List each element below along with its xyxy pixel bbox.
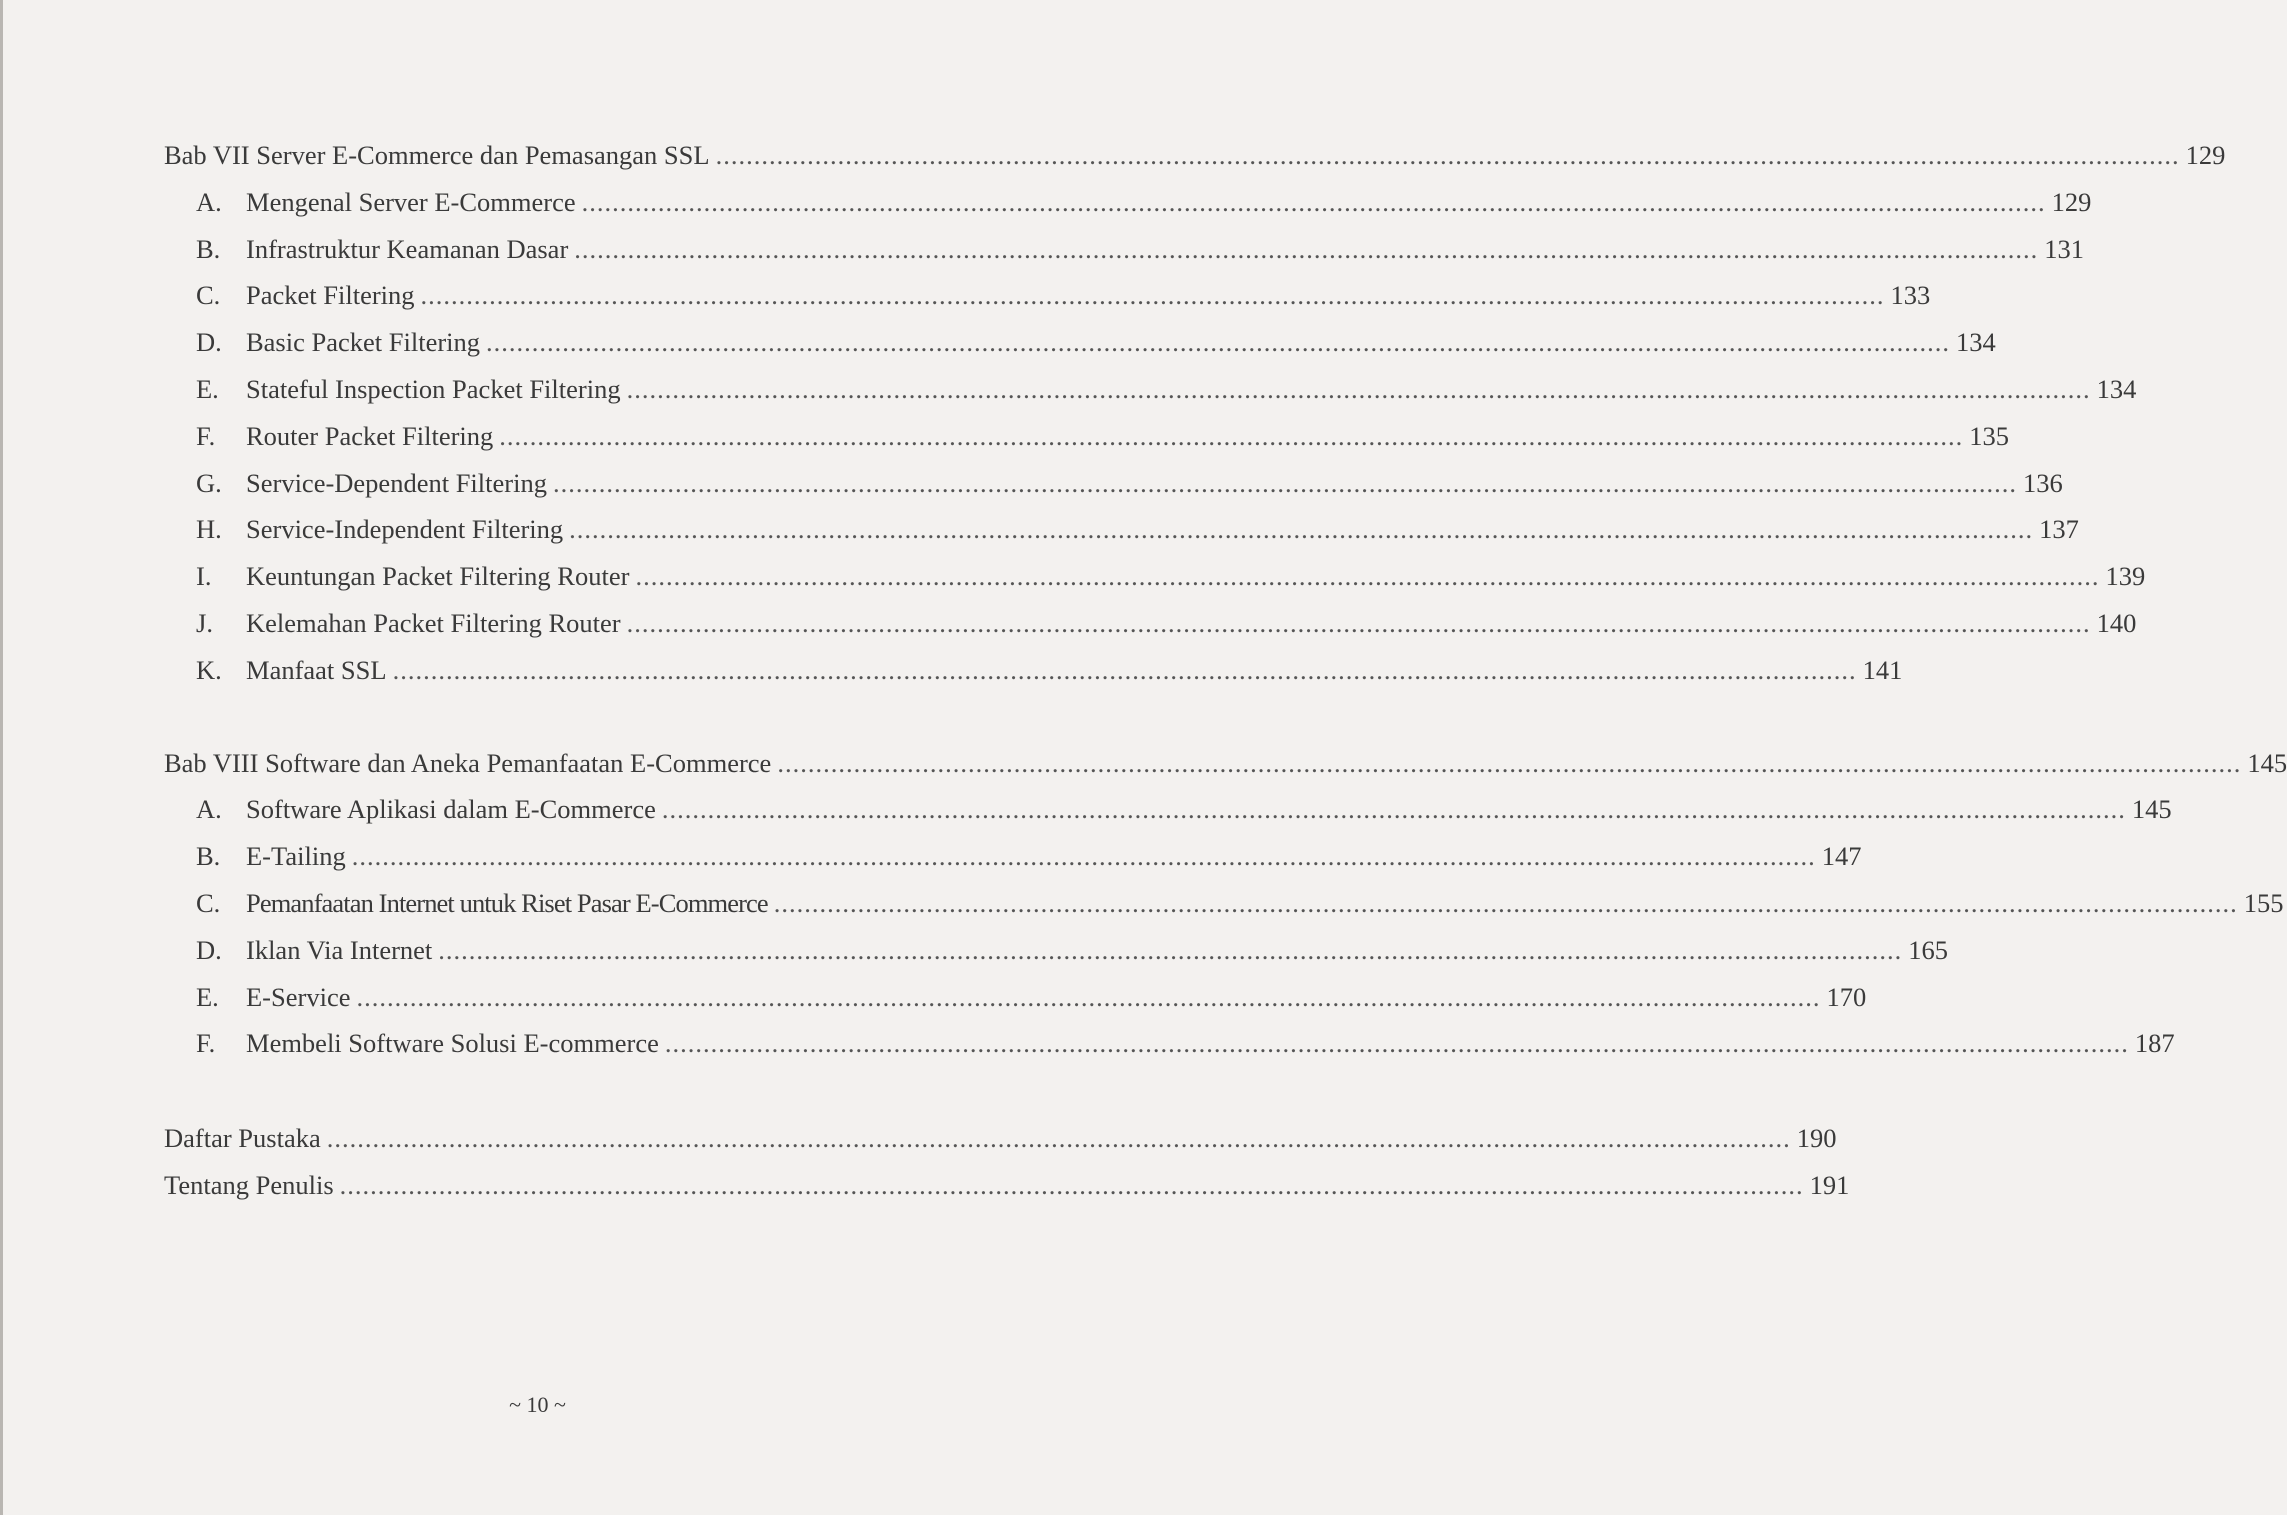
section-title: Membeli Software Solusi E-commerce	[246, 1028, 659, 1059]
page-number: 140	[2096, 607, 2137, 638]
section-letter: D.	[196, 934, 222, 965]
section-letter: E.	[196, 373, 219, 404]
dot-leader	[327, 1115, 1791, 1162]
page-number: 170	[1826, 981, 1867, 1012]
section-title: Stateful Inspection Packet Filtering	[246, 373, 621, 404]
page-number: 191	[1809, 1169, 1850, 1200]
page-number: 135	[1969, 420, 2010, 451]
section-entry	[164, 974, 1867, 1021]
page-number: 187	[2134, 1028, 2175, 1059]
page-number: 129	[2185, 140, 2226, 170]
section-entry	[164, 553, 2146, 600]
dot-leader	[777, 740, 2241, 787]
section-letter: C.	[196, 887, 221, 918]
section-entry	[164, 600, 2137, 647]
section-entry	[164, 460, 2063, 507]
back-matter-entry	[164, 1115, 1837, 1162]
section-entry	[164, 179, 2092, 226]
chapter-heading-bab-viii	[164, 740, 2287, 787]
section-entry	[164, 833, 1862, 880]
dot-leader	[635, 553, 2099, 600]
spacer	[164, 1067, 912, 1115]
page-number: 134	[1956, 327, 1996, 358]
dot-leader	[716, 132, 2180, 179]
section-entry	[164, 319, 1996, 366]
section-title: Service-Independent Filtering	[246, 514, 564, 545]
page-number: 139	[2105, 561, 2146, 592]
entry-title: Daftar Pustaka	[164, 1123, 321, 1154]
table-of-contents	[164, 132, 2287, 1209]
section-entry	[164, 880, 2284, 927]
dot-leader	[582, 179, 2046, 226]
back-matter-entry	[164, 1162, 1850, 1209]
section-title: Pemanfaatan Internet untuk Riset Pasar E-Commerce	[246, 887, 768, 918]
chapter-heading-bab-vii	[164, 132, 2226, 179]
section-title: Router Packet Filtering	[246, 420, 494, 451]
dot-leader	[352, 833, 1816, 880]
page-number: 155	[2243, 887, 2284, 918]
section-letter: G.	[196, 467, 222, 498]
section-title: Manfaat SSL	[246, 654, 387, 685]
section-entry	[164, 647, 1903, 694]
chapter-title: Bab VII Server E-Commerce dan Pemasangan SSL	[164, 140, 710, 170]
section-title: Mengenal Server E-Commerce	[246, 186, 576, 217]
page-number: 145	[2131, 794, 2172, 825]
dot-leader	[438, 927, 1902, 974]
dot-leader	[662, 786, 2126, 833]
section-letter: A.	[196, 186, 222, 217]
page-number: 145	[2247, 747, 2287, 778]
section-title: Iklan Via Internet	[246, 934, 433, 965]
dot-leader	[774, 880, 2238, 927]
section-title: E-Tailing	[246, 841, 346, 872]
section-entry	[164, 413, 2010, 460]
page-number: 134	[2096, 373, 2137, 404]
page-number: 137	[2039, 514, 2079, 545]
section-letter: A.	[196, 794, 222, 825]
section-entry	[164, 927, 1949, 974]
section-title: E-Service	[246, 981, 351, 1012]
dot-leader	[665, 1020, 2129, 1067]
section-entry	[164, 272, 1931, 319]
section-entry	[164, 226, 2085, 273]
section-title: Software Aplikasi dalam E-Commerce	[246, 794, 656, 825]
section-entry	[164, 786, 2172, 833]
section-letter: B.	[196, 841, 221, 872]
page-number: 136	[2022, 467, 2063, 498]
chapter-title: Bab VIII Software dan Aneka Pemanfaatan E-Commerce	[164, 747, 772, 778]
dot-leader	[627, 366, 2091, 413]
page-number: 129	[2051, 186, 2092, 217]
dot-leader	[486, 319, 1950, 366]
dot-leader	[393, 647, 1857, 694]
section-title: Infrastruktur Keamanan Dasar	[246, 233, 569, 264]
dot-leader	[499, 413, 1963, 460]
page-number: 131	[2044, 233, 2085, 264]
section-letter: J.	[196, 607, 213, 638]
dot-leader	[421, 272, 1885, 319]
entry-title: Tentang Penulis	[164, 1169, 334, 1200]
page-number: 133	[1890, 280, 1931, 311]
section-title: Kelemahan Packet Filtering Router	[246, 607, 621, 638]
section-letter: I.	[196, 561, 212, 592]
section-entry	[164, 366, 2137, 413]
page-number: 141	[1862, 654, 1903, 685]
page-number: 190	[1796, 1123, 1837, 1154]
page-number: 165	[1908, 934, 1949, 965]
section-letter: K.	[196, 654, 222, 685]
dot-leader	[627, 600, 2091, 647]
section-letter: F.	[196, 1028, 216, 1059]
dot-leader	[553, 460, 2017, 507]
section-letter: D.	[196, 327, 222, 358]
section-letter: B.	[196, 233, 221, 264]
spacer	[164, 694, 912, 740]
page-number: 147	[1821, 841, 1862, 872]
section-title: Packet Filtering	[246, 280, 415, 311]
dot-leader	[340, 1162, 1804, 1209]
section-title: Basic Packet Filtering	[246, 327, 481, 358]
section-title: Keuntungan Packet Filtering Router	[246, 561, 630, 592]
dot-leader	[356, 974, 1820, 1021]
section-letter: H.	[196, 514, 222, 545]
section-letter: E.	[196, 981, 219, 1012]
section-entry	[164, 506, 2079, 553]
section-letter: C.	[196, 280, 221, 311]
dot-leader	[569, 506, 2033, 553]
page-footer-number: ~ 10 ~	[509, 1392, 566, 1417]
page-edge	[0, 0, 3, 1515]
section-title: Service-Dependent Filtering	[246, 467, 547, 498]
section-entry	[164, 1020, 2175, 1067]
dot-leader	[574, 226, 2038, 273]
section-letter: F.	[196, 420, 216, 451]
